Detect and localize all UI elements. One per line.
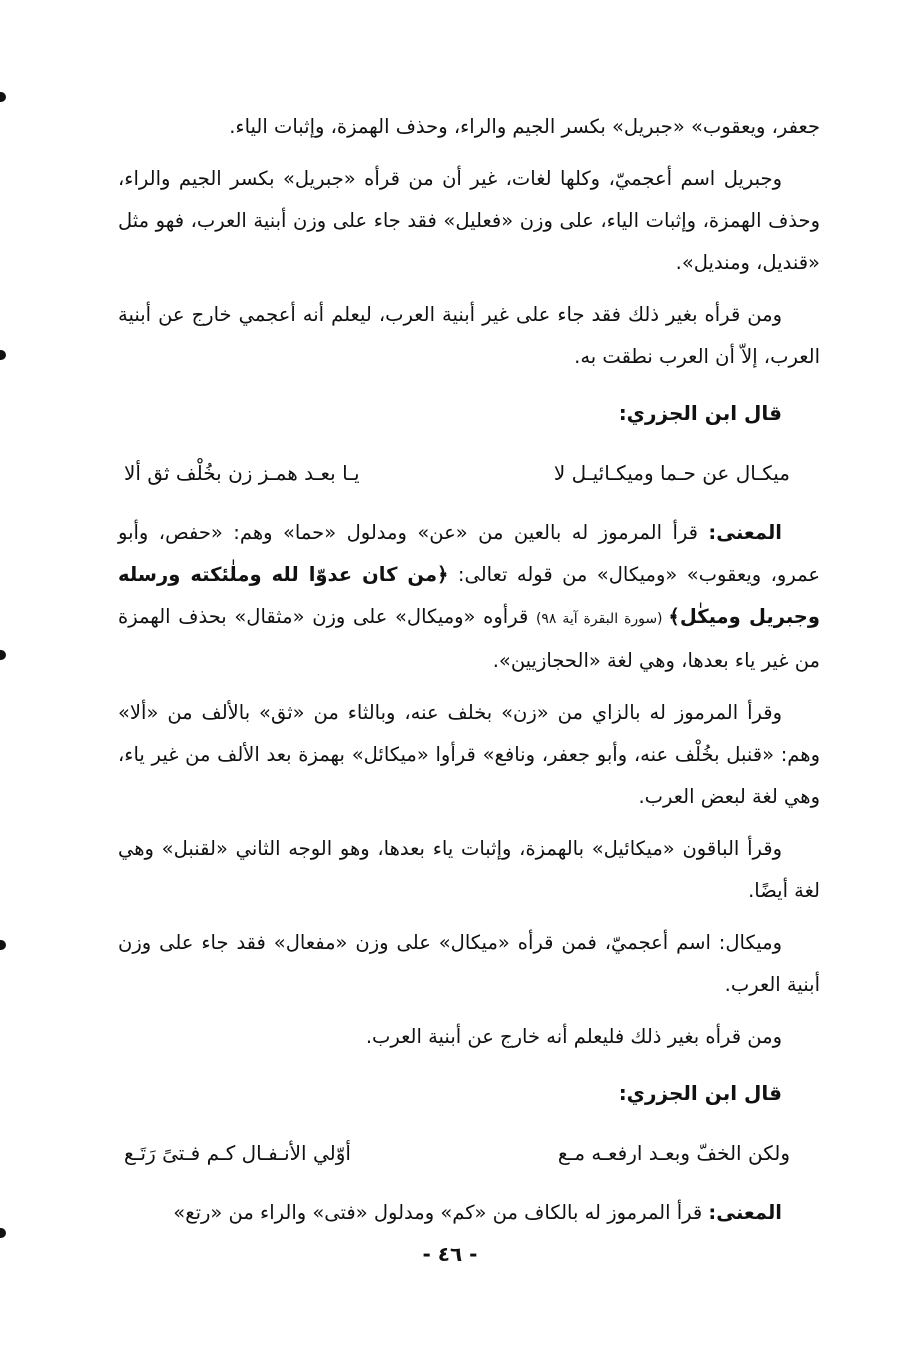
paragraph: ومن قرأه بغير ذلك فليعلم أنه خارج عن أبنية العرب. — [365, 1025, 782, 1048]
meaning-label: المعنى: — [708, 1201, 782, 1224]
page-number: - ٤٦ - — [422, 1242, 478, 1266]
margin-mark — [0, 650, 6, 660]
paragraph: وقرأ المرموز له بالزاي من «زن» بخلف عنه، وبالثاء من «ثق» بالألف من «ألا» وهم: «قنبل بخُلْف عنه، وأبو جعفر، ونافع» قرأوا «ميكائل» بهمزة بعد الألف من غير ياء، وهي لغة لبعض العرب. — [118, 701, 820, 808]
paragraph: وقرأ الباقون «ميكائيل» بالهمزة، وإثبات ياء بعدها، وهو الوجه الثاني «لقنبل» وهي لغة أيضًا. — [118, 837, 820, 902]
margin-mark — [0, 1228, 6, 1238]
quran-verse: ﴿من كان عدوّا لله وملٰئكته ورسله وجبريل وميكٰل﴾ — [118, 563, 820, 628]
paragraph: وميكال: اسم أعجميّ، فمن قرأه «ميكال» على وزن «مفعال» فقد جاء على وزن أبنية العرب. — [118, 931, 820, 996]
margin-mark — [0, 92, 6, 102]
verse-right-hemistich: ميكـال عن حـما وميكـائيـل لا — [553, 461, 790, 485]
paragraph: وجبريل اسم أعجميّ، وكلها لغات، غير أن من قرأه «جبريل» بكسر الجيم والراء، وحذف الهمزة، وإثبات الياء، على وزن «فعليل» فقد جاء على وزن أبنية العرب، فهو مثل «قنديل، ومنديل». — [118, 167, 820, 274]
paragraph: جعفر، ويعقوب» «جبريل» بكسر الجيم والراء، وحذف الهمزة، وإثبات الياء. — [229, 115, 820, 138]
meaning-text: قرأ المرموز له بالعين من «عن» ومدلول «حما» وهم: «حفص، وأبو عمرو، ويعقوب» «وميكال» من قوله تعالى: — [118, 521, 821, 586]
margin-mark — [0, 350, 6, 360]
verse-left-hemistich: أوّلي الأنـفـال كـم فـتىً رَتَـع — [124, 1141, 351, 1165]
verse-left-hemistich: يـا بعـد همـز زن بخُلْف ثق ألا — [124, 461, 360, 485]
verse-right-hemistich: ولكن الخفّ وبعـد ارفعـه مـع — [557, 1141, 790, 1165]
section-heading: قال ابن الجزري: — [618, 1081, 782, 1105]
meaning-paragraph — [118, 1192, 820, 1234]
quran-reference: (سورة البقرة آية ٩٨) — [535, 611, 669, 627]
poem-verse — [118, 1132, 820, 1174]
poem-verse — [118, 452, 820, 494]
page-body — [118, 106, 820, 1244]
paragraph: ومن قرأه بغير ذلك فقد جاء على غير أبنية العرب، ليعلم أنه أعجمي خارج عن أبنية العرب، إلاّ أن العرب نطقت به. — [118, 303, 820, 368]
meaning-text: قرأ المرموز له بالكاف من «كم» ومدلول «فتى» والراء من «رتع» — [173, 1201, 709, 1224]
margin-mark — [0, 940, 6, 950]
section-heading: قال ابن الجزري: — [618, 401, 782, 425]
meaning-label: المعنى: — [708, 521, 782, 544]
meaning-text: قرأوه «وميكال» على وزن «مثقال» بحذف الهمزة من غير ياء بعدها، وهي لغة «الحجازيين». — [118, 605, 820, 672]
meaning-paragraph — [118, 512, 820, 682]
